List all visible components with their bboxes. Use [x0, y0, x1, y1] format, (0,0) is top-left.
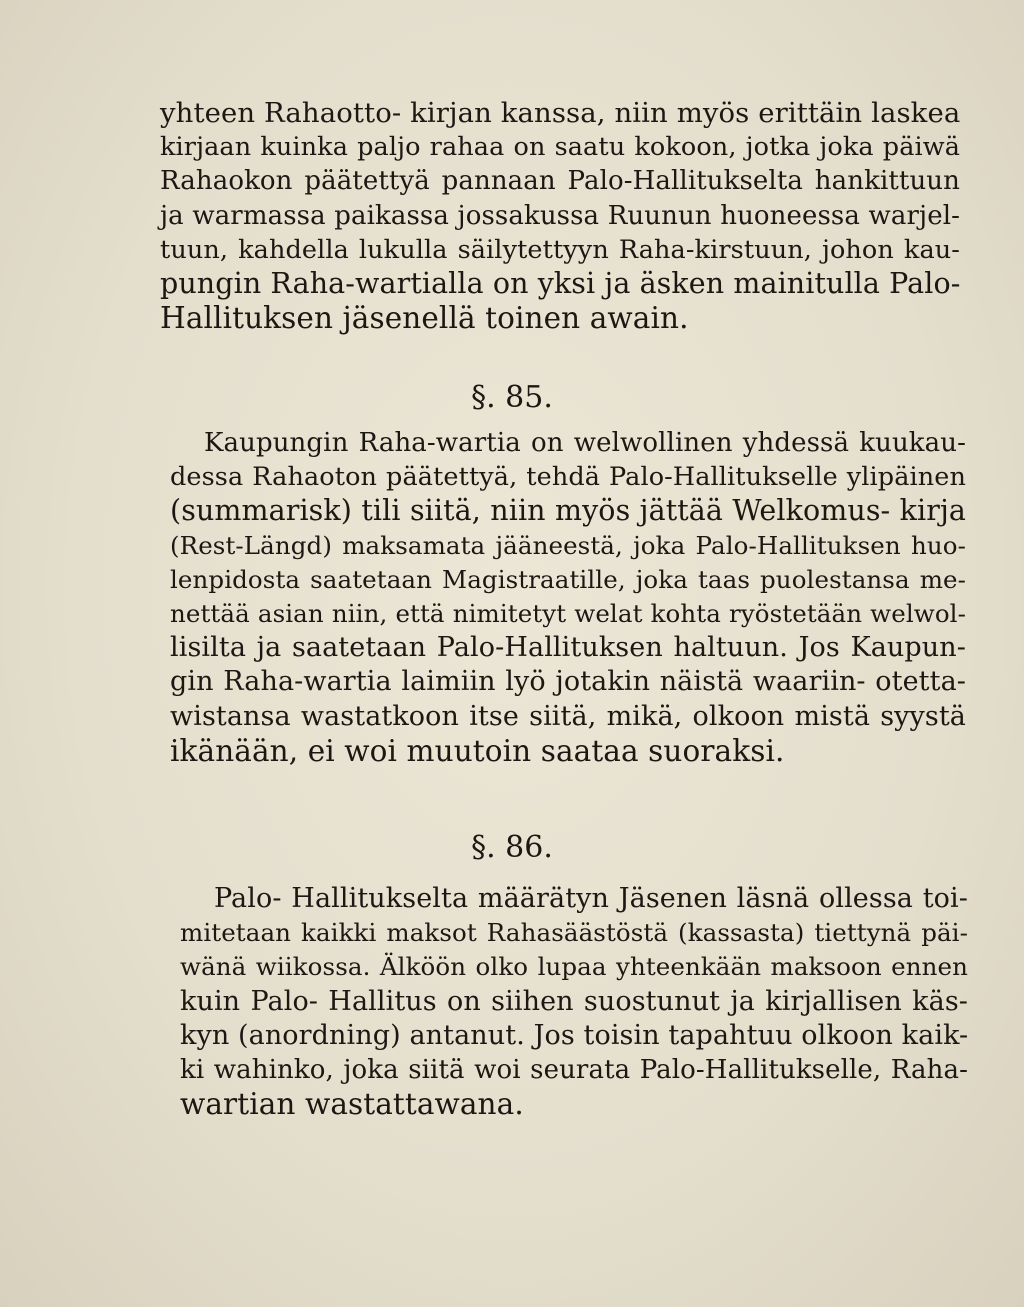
- text-line: kyn (anordning) antanut. Jos toisin tapahtuu olkoon kaik-: [180, 1019, 969, 1051]
- text-line: kuin Palo- Hallitus on siihen suostunut ja kirjallisen käs-: [180, 985, 968, 1017]
- section-86-paragraph: [180, 882, 968, 1121]
- continuation-paragraph: [160, 96, 960, 335]
- text-line: ja warmassa paikassa jossakussa Ruunun huoneessa warjel-: [160, 200, 960, 231]
- text-line: Hallituksen jäsenellä toinen awain.: [160, 301, 689, 336]
- text-line: ki wahinko, joka siitä woi seurata Palo-Hallitukselle, Raha-: [180, 1054, 968, 1085]
- text-line: wänä wiikossa. Älköön olko lupaa yhteenkään maksoon ennen: [180, 952, 968, 982]
- text-line: pungin Raha-wartialla on yksi ja äsken mainitulla Palo-: [160, 266, 961, 300]
- text-line: wartian wastattawana.: [180, 1087, 524, 1122]
- text-line: gin Raha-wartia laimiin lyö jotakin näistä waariin- otetta-: [170, 666, 966, 698]
- text-line: dessa Rahaoton päätettyä, tehdä Palo-Hallitukselle ylipäinen: [170, 462, 966, 493]
- text-line: (summarisk) tili siitä, niin myös jättää Welkomus- kirja: [170, 494, 966, 528]
- section-heading-86: §. 86.: [471, 830, 553, 865]
- section-85-paragraph: [170, 426, 966, 768]
- text-line: yhteen Rahaotto- kirjan kanssa, niin myös erittäin laskea: [160, 97, 961, 129]
- text-line: wistansa wastatkoon itse siitä, mikä, olkoon mistä syystä: [170, 700, 966, 732]
- text-line: Rahaokon päätettyä pannaan Palo-Hallitukselta hankittuun: [160, 166, 960, 197]
- text-line: nettää asian niin, että nimitetyt welat kohta ryöstetään welwol-: [170, 598, 966, 628]
- text-line: lisilta ja saatetaan Palo-Hallituksen haltuun. Jos Kaupun-: [170, 632, 966, 664]
- text-line: mitetaan kaikki maksot Rahasäästöstä (kassasta) tiettynä päi-: [180, 918, 968, 948]
- section-heading-85: §. 85.: [471, 380, 553, 415]
- text-line: tuun, kahdella lukulla säilytettyyn Raha-kirstuun, johon kau-: [160, 234, 960, 265]
- text-line: (Rest-Längd) maksamata jääneestä, joka Palo-Hallituksen huo-: [170, 530, 966, 560]
- text-line: Kaupungin Raha-wartia on welwollinen yhdessä kuukau-: [204, 428, 966, 458]
- text-line: ikänään, ei woi muutoin saataa suoraksi.: [170, 733, 785, 768]
- text-line: lenpidosta saatetaan Magistraatille, joka taas puolestansa me-: [170, 564, 966, 594]
- text-line: Palo- Hallitukselta määrätyn Jäsenen läsnä ollessa toi-: [214, 883, 968, 914]
- text-line: kirjaan kuinka paljo rahaa on saatu kokoon, jotka joka päiwä: [160, 132, 960, 163]
